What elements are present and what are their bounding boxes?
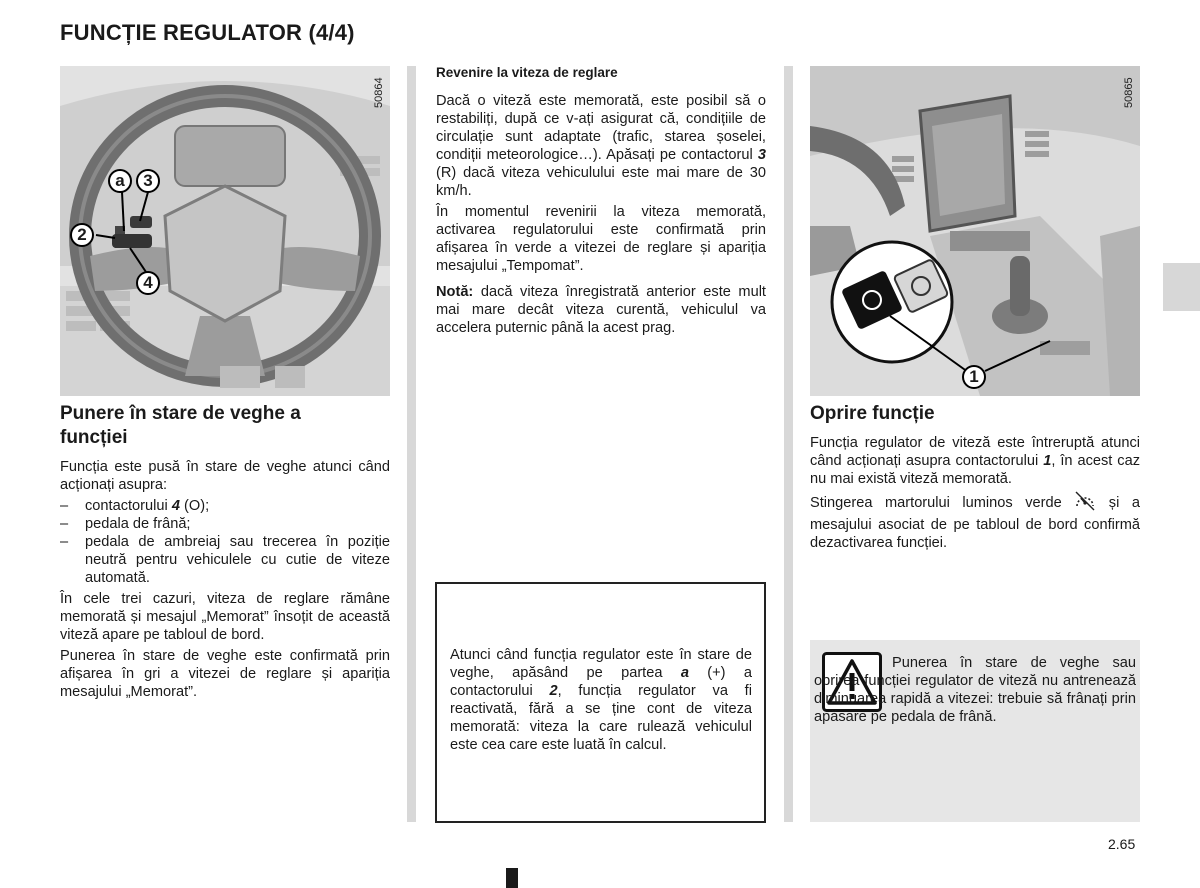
column-gutter-left	[407, 66, 416, 822]
chapter-tab	[1163, 263, 1200, 311]
steering-wheel-illustration	[60, 66, 390, 396]
warning-box	[810, 640, 1140, 822]
stop-para-1-end: , în acest caz nu mai există viteză memorată.	[810, 453, 1140, 487]
switch-number: 1	[1043, 453, 1052, 469]
list-item: – pedala de frână;	[60, 516, 191, 532]
switch-letter: a	[680, 665, 689, 681]
resume-para-2: În momentul revenirii la viteza memorată, activarea regulatorului este confirmată prin afișarea în verde a vitezei de reglare și apariția mesajului „Tempomat”.	[436, 204, 766, 274]
standby-para-3: Punerea în stare de veghe este confirmată prin afișarea în gri a vitezei de reglare și apariția mesajului „Memorat”.	[60, 648, 390, 700]
info-box	[435, 582, 766, 823]
info-box-text: Atunci când funcția regulator este în stare de veghe, apăsând pe partea a (+) a contactorului 2, funcția regulator va fi reactivată, fără a se ține cont de viteza memorată: viteza la care rulează vehiculul este cea care este luată în calcul.	[450, 647, 752, 753]
resume-para-1-end: (R) dacă viteza vehiculului este mai mare de 30 km/h.	[436, 165, 766, 199]
figure-code: 50864	[373, 77, 385, 108]
callout-label: 2	[77, 225, 87, 244]
stop-para-2: Stingerea martorului luminos verde	[810, 495, 1075, 511]
list-item: – contactorului 4 (O);	[60, 498, 210, 514]
list-item: – pedala de ambreiaj sau trecerea în poziție neutră pentru vehiculele cu cutie de viteze automată.	[60, 534, 390, 586]
crop-marker	[506, 868, 518, 888]
standby-text	[60, 458, 390, 704]
standby-para-2: În cele trei cazuri, viteza de reglare rămâne memorată și mesajul „Memorat” însoțit de această viteză apare pe tabloul de bord.	[60, 591, 390, 643]
center-console-figure	[810, 66, 1140, 396]
list-item-text: pedala de frână;	[85, 516, 191, 532]
switch-number: 3	[757, 147, 766, 163]
section-heading-standby: Punere în stare de veghe a funcției	[60, 403, 301, 448]
switch-number: 2	[549, 683, 558, 699]
callout-a	[108, 169, 132, 193]
stop-para-1: Funcția regulator de viteză este întreruptă atunci când acționați asupra contactorului	[810, 435, 1140, 469]
standby-intro: Funcția este pusă în stare de veghe atunci când acționați asupra:	[60, 459, 390, 493]
page-title: FUNCȚIE REGULATOR (4/4)	[60, 20, 355, 45]
section-subheading-resume: Revenire la viteza de reglare	[436, 65, 618, 80]
callout-label: 1	[969, 367, 979, 386]
callout-label: a	[115, 171, 125, 190]
switch-number: 4	[171, 498, 180, 514]
callout-label: 4	[143, 273, 153, 292]
figure-code: 50865	[1123, 77, 1135, 108]
speedometer-icon	[1074, 491, 1096, 516]
list-item-text: (O);	[179, 498, 210, 514]
page-number: 2.65	[1108, 836, 1136, 852]
list-item-text: pedala de ambreiaj sau trecerea în poziție neutră pentru vehiculele cu cutie de viteze automată.	[85, 534, 390, 586]
stop-text	[810, 434, 1140, 555]
resume-text	[436, 92, 766, 340]
resume-para-1: Dacă o viteză este memorată, este posibil să o restabiliți, după ce v-ați asigurat că, condițiile de circulație sunt adaptate (trafic, starea șoselei, condiții meteorologice…). Apăsați pe contactorul	[436, 93, 766, 163]
note-label: Notă:	[436, 284, 474, 300]
center-console-illustration	[810, 66, 1140, 396]
list-item-text: contactorului	[85, 498, 172, 514]
callout-2	[70, 223, 94, 247]
callout-label: 3	[143, 171, 153, 190]
section-heading-stop: Oprire funcție	[810, 403, 935, 424]
steering-wheel-figure	[60, 66, 390, 396]
stop-para-2-end: și a mesajului asociat de pe tabloul de bord confirmă dezactivarea funcției.	[810, 495, 1140, 551]
callout-3	[136, 169, 160, 193]
callout-1	[962, 365, 986, 389]
note-text: dacă viteza înregistrată anterior este mult mai mare decât viteza curentă, vehiculul va accelera puternic până la acest prag.	[436, 284, 766, 336]
column-gutter-right	[784, 66, 793, 822]
callout-4	[136, 271, 160, 295]
warning-text: Punerea în stare de veghe sau oprirea funcției regulator de viteză nu antrenează diminuarea rapidă a vitezei: trebuie să frânați prin apăsare pe pedala de frână.	[814, 655, 1136, 725]
